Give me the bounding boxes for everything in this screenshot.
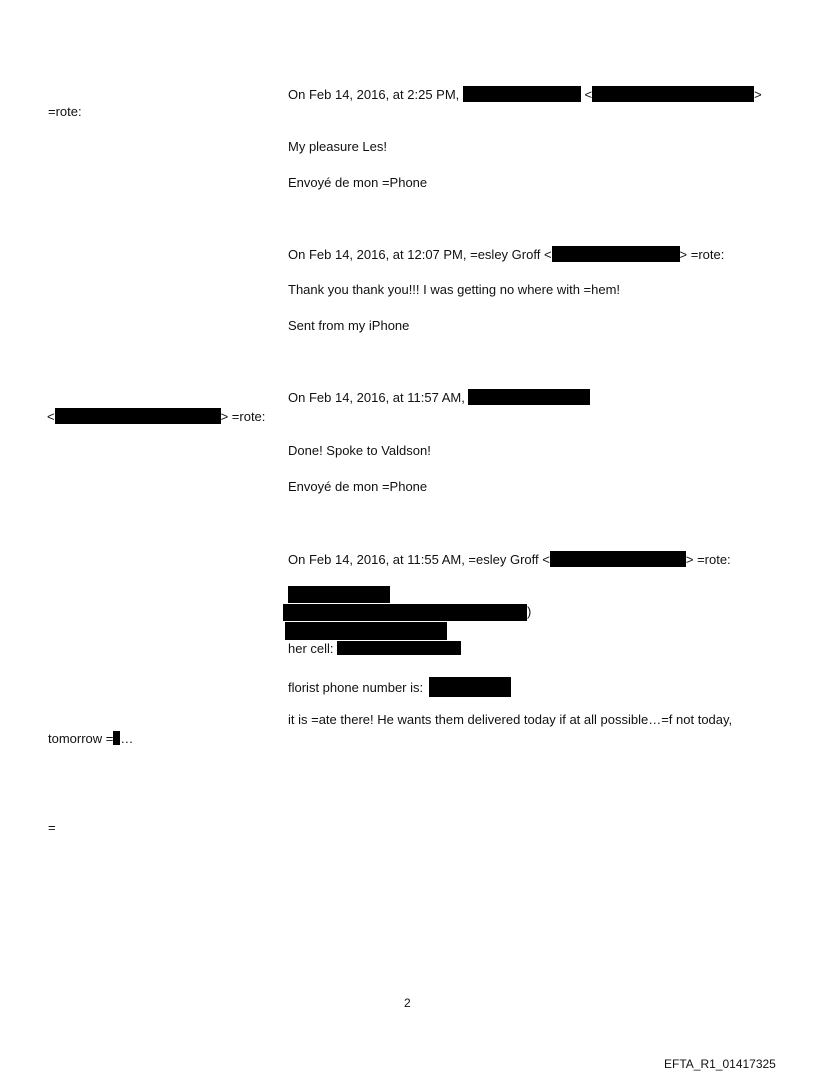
message-body: Done! Spoke to Valdson! <box>288 443 431 458</box>
bracket-open: < <box>47 409 55 424</box>
cell-line <box>288 641 461 657</box>
closing-text-b: … <box>120 731 134 746</box>
redaction <box>552 246 680 262</box>
email-header <box>288 551 731 568</box>
cell-label: her cell: <box>288 641 334 656</box>
bracket-open: < <box>584 87 593 102</box>
closing-text: it is =ate there! He wants them delivered today if at all possible…=f not today, <box>288 712 733 727</box>
wrote-label: > =rote: <box>679 247 725 262</box>
email-header <box>288 246 724 263</box>
header-text: On Feb 14, 2016, at 11:57 AM, <box>288 390 465 405</box>
message-body: Thank you thank you!!! I was getting no where with =hem! <box>288 282 621 297</box>
redaction <box>55 408 221 424</box>
signature: Envoyé de mon =Phone <box>288 175 428 190</box>
redaction <box>285 622 447 640</box>
closing-text-a: tomorrow = <box>48 731 114 746</box>
redaction <box>468 389 590 405</box>
redaction <box>550 551 686 567</box>
closing-cont <box>48 731 133 747</box>
wrote-label: =rote: <box>48 104 82 119</box>
page-number: 2 <box>404 996 411 1010</box>
email-header <box>288 86 762 103</box>
paren: ) <box>527 604 532 619</box>
signature: Sent from my iPhone <box>288 318 410 333</box>
header-text: On Feb 14, 2016, at 11:55 AM, =esley Groff < <box>288 552 550 567</box>
redaction <box>283 604 527 621</box>
wrote-label: > =rote: <box>685 552 731 567</box>
email-header <box>288 389 590 406</box>
signature: Envoyé de mon =Phone <box>288 479 428 494</box>
email-header-cont <box>47 408 265 425</box>
florist-label: florist phone number is: <box>288 680 424 695</box>
header-text: On Feb 14, 2016, at 12:07 PM, =esley Groff < <box>288 247 552 262</box>
bates-number: EFTA_R1_01417325 <box>664 1057 776 1071</box>
message-body: My pleasure Les! <box>288 139 387 154</box>
redaction <box>288 586 390 603</box>
header-text: On Feb 14, 2016, at 2:25 PM, <box>288 87 460 102</box>
redaction <box>429 677 511 697</box>
wrote-label: > =rote: <box>220 409 266 424</box>
redaction <box>337 641 461 655</box>
bracket-close: > <box>754 87 762 102</box>
redaction <box>592 86 754 102</box>
redaction <box>463 86 581 102</box>
stray-mark: = <box>48 820 56 835</box>
florist-line <box>288 677 511 697</box>
